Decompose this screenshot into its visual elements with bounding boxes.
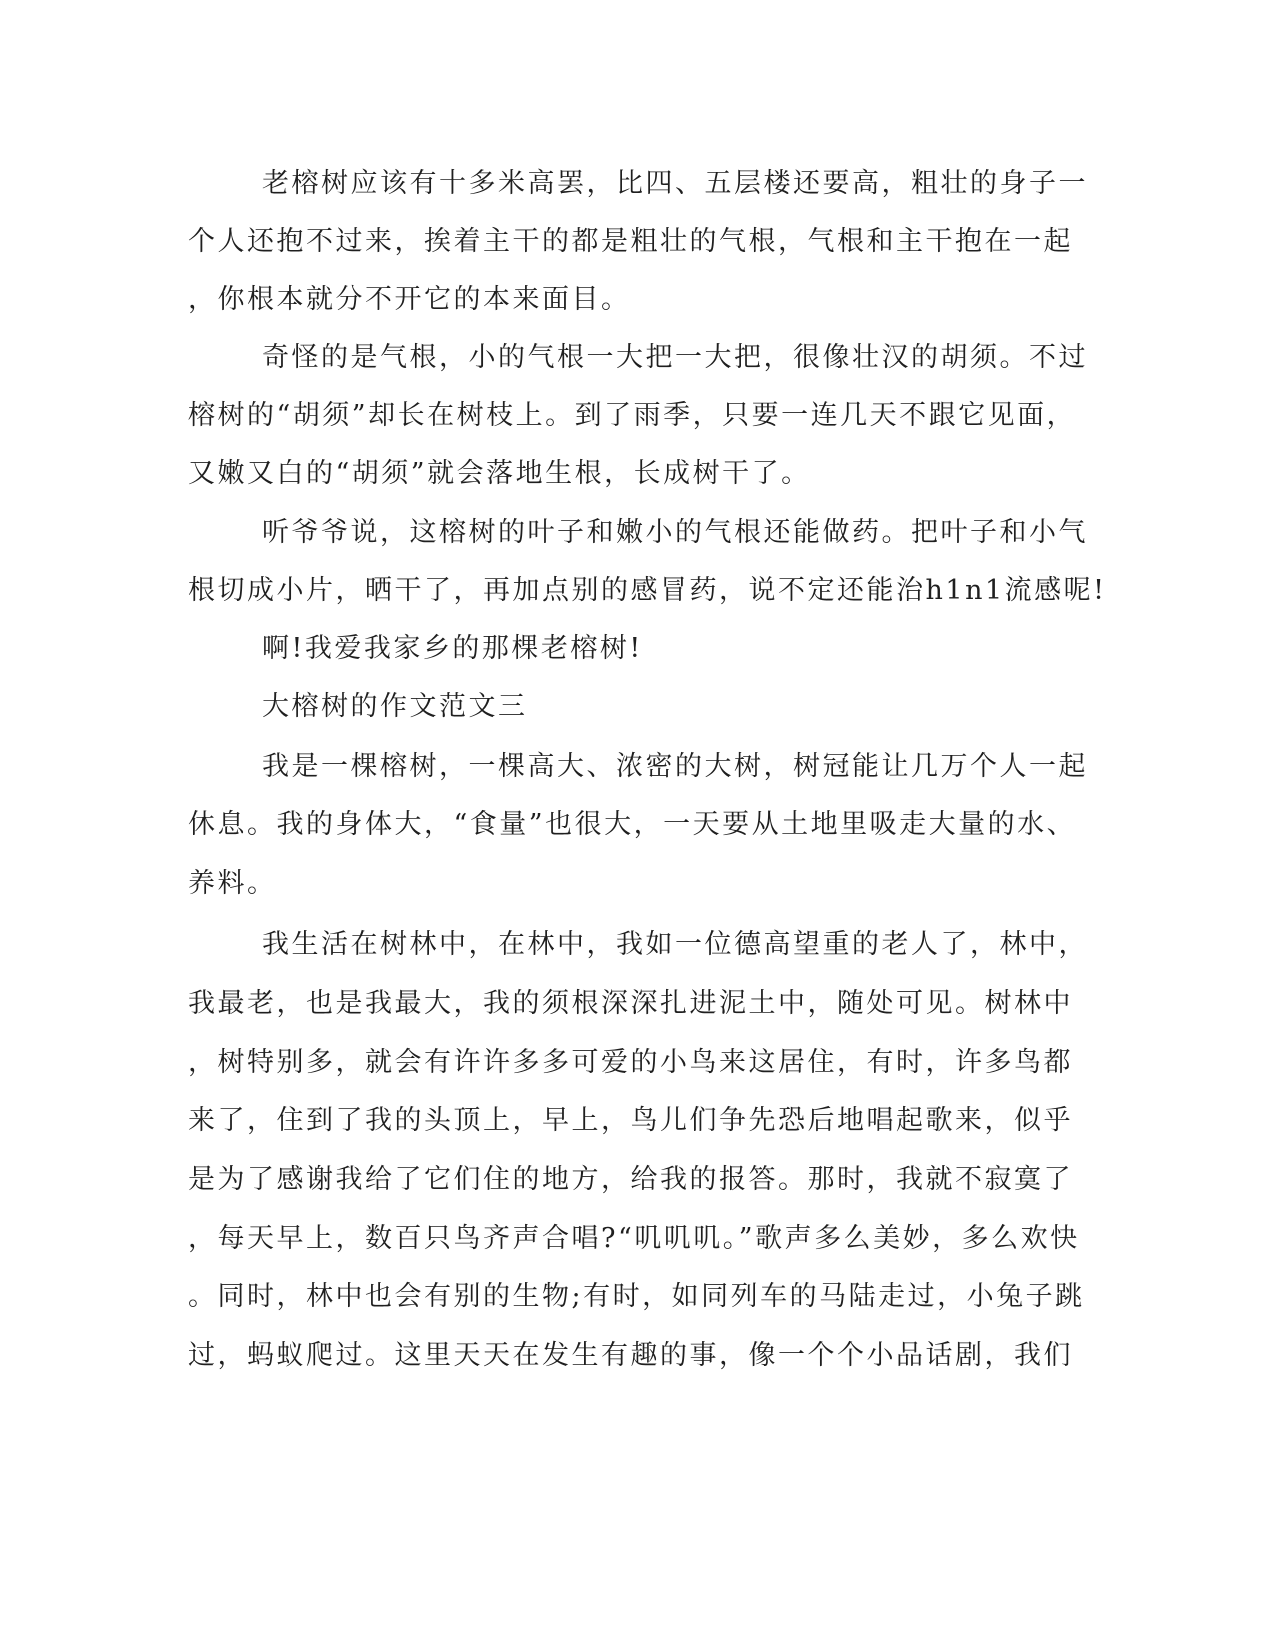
text-line: 。同时，林中也会有别的生物;有时，如同列车的马陆走过，小兔子跳 (188, 1281, 1085, 1312)
text-line: 来了，住到了我的头顶上，早上，鸟儿们争先恐后地唱起歌来，似乎 (188, 1105, 1073, 1136)
text-line: 是为了感谢我给了它们住的地方，给我的报答。那时，我就不寂寞了 (188, 1164, 1073, 1195)
text-line: ，每天早上，数百只鸟齐声合唱?“叽叽叽。”歌声多么美妙，多么欢快 (188, 1223, 1080, 1254)
text-line: 过，蚂蚁爬过。这里天天在发生有趣的事，像一个个小品话剧，我们 (188, 1340, 1073, 1371)
text-line: 啊!我爱我家乡的那棵老榕树! (262, 633, 643, 664)
text-line: 榕树的“胡须”却长在树枝上。到了雨季，只要一连几天不跟它见面， (188, 400, 1077, 431)
text-line: ，树特别多，就会有许许多多可爱的小鸟来这居住，有时，许多鸟都 (188, 1047, 1073, 1078)
section-heading: 大榕树的作文范文三 (262, 691, 528, 722)
text-line: 休息。我的身体大，“食量”也很大，一天要从土地里吸走大量的水、 (188, 809, 1077, 840)
text-line: ，你根本就分不开它的本来面目。 (188, 284, 631, 315)
text-line: 老榕树应该有十多米高罢，比四、五层楼还要高，粗壮的身子一 (262, 168, 1088, 199)
text-line: 养料。 (188, 868, 277, 899)
text-line: 个人还抱不过来，挨着主干的都是粗壮的气根，气根和主干抱在一起 (188, 226, 1073, 257)
text-line: 我生活在树林中，在林中，我如一位德高望重的老人了，林中， (262, 929, 1088, 960)
text-line: 我最老，也是我最大，我的须根深深扎进泥土中，随处可见。树林中 (188, 988, 1073, 1019)
text-line: 根切成小片，晒干了，再加点别的感冒药，说不定还能治h1n1流感呢! (188, 575, 1107, 606)
text-line: 我是一棵榕树，一棵高大、浓密的大树，树冠能让几万个人一起 (262, 751, 1088, 782)
text-line: 又嫩又白的“胡须”就会落地生根，长成树干了。 (188, 458, 811, 489)
text-line: 奇怪的是气根，小的气根一大把一大把，很像壮汉的胡须。不过 (262, 342, 1088, 373)
text-line: 听爷爷说，这榕树的叶子和嫩小的气根还能做药。把叶子和小气 (262, 517, 1088, 548)
